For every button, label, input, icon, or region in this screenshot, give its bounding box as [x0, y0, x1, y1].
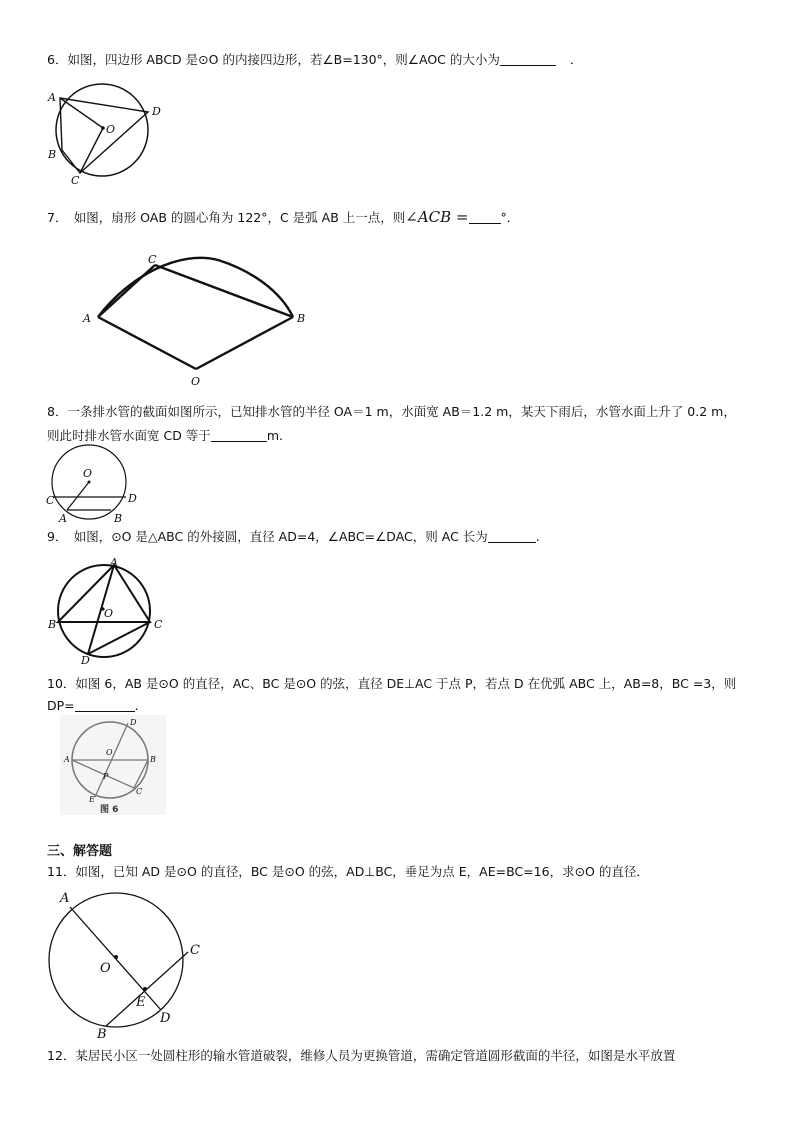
label-C: C	[46, 494, 55, 507]
question-10-tail: .	[134, 698, 139, 713]
question-12	[47, 1044, 747, 1068]
label-C: C	[136, 787, 143, 796]
label-B: B	[48, 618, 57, 631]
label-A: A	[60, 891, 70, 906]
answer-blank-6[interactable]	[500, 51, 556, 66]
figure-6-svg	[44, 88, 174, 188]
question-8-tail: m.	[266, 428, 283, 443]
label-D: D	[152, 105, 161, 118]
figure-8-svg	[44, 446, 144, 526]
figure-8	[44, 446, 144, 526]
label-C: C	[154, 618, 163, 631]
label-D: D	[160, 1011, 171, 1026]
label-B: B	[114, 512, 123, 525]
answer-blank-8[interactable]	[211, 427, 267, 442]
question-7-tail: °．	[500, 210, 520, 225]
figure-11-svg	[44, 890, 214, 1040]
label-O: O	[83, 467, 93, 480]
section-title: 三、解答题	[47, 844, 113, 859]
question-9-text: 9． 如图，⊙O 是△ABC 的外接圆，直径 AD=4，∠ABC=∠DAC，则 AC 长为	[47, 529, 488, 544]
question-7	[47, 205, 747, 230]
figure-9-svg	[48, 556, 168, 666]
question-6	[47, 48, 747, 72]
question-8-text: 8．一条排水管的截面如图所示，已知排水管的半径 OA＝1 m，水面宽 AB＝1.2 m，某天下雨后，水管水面上升了 0.2 m，则此时排水管水面宽 CD 等于	[47, 404, 736, 443]
label-B: B	[150, 755, 156, 764]
label-E: E	[136, 995, 146, 1010]
label-A: A	[110, 556, 118, 569]
label-O: O	[100, 961, 111, 976]
label-P: P	[103, 772, 109, 781]
answer-blank-7[interactable]	[469, 209, 501, 224]
figure-7-svg	[80, 235, 320, 395]
figure-10	[60, 715, 166, 815]
label-O: O	[106, 748, 113, 757]
label-A: A	[83, 312, 91, 325]
label-O: O	[191, 375, 201, 388]
label-A: A	[59, 512, 67, 525]
label-B: B	[97, 1027, 107, 1042]
label-A: A	[64, 755, 70, 764]
answer-blank-10[interactable]	[75, 697, 135, 712]
question-8	[47, 400, 747, 448]
label-A: A	[48, 91, 56, 104]
label-B: B	[297, 312, 306, 325]
question-7-math: ∠ACB =	[405, 208, 469, 226]
label-O: O	[106, 123, 116, 136]
question-11-text: 11．如图，已知 AD 是⊙O 的直径，BC 是⊙O 的弦，AD⊥BC，垂足为点 E，AE=BC=16，求⊙O 的直径．	[47, 864, 649, 879]
label-E: E	[89, 795, 95, 804]
question-6-tail: ．	[569, 52, 583, 67]
figure-9	[48, 556, 168, 666]
label-D: D	[128, 492, 137, 505]
figure-7	[80, 235, 320, 395]
question-10-text: 10．如图 6，AB 是⊙O 的直径，AC、BC 是⊙O 的弦，直径 DE⊥AC 于点 P，若点 D 在优弧 ABC 上，AB=8，BC =3，则 DP=	[47, 676, 737, 713]
label-D: D	[130, 718, 137, 727]
question-12-text: 12．某居民小区一处圆柱形的输水管道破裂，维修人员为更换管道，需确定管道圆形截面的半径，如图是水平放置	[47, 1048, 676, 1063]
label-C: C	[190, 943, 200, 958]
figure-10-svg	[60, 715, 166, 815]
label-O: O	[104, 607, 114, 620]
label-C: C	[71, 174, 80, 187]
question-10	[47, 673, 747, 717]
question-7-text: 7． 如图，扇形 OAB 的圆心角为 122°，C 是弧 AB 上一点，则	[47, 210, 406, 225]
question-9-tail: .	[535, 529, 540, 544]
question-11	[47, 860, 747, 884]
answer-blank-9[interactable]	[488, 528, 536, 543]
label-C: C	[148, 253, 157, 266]
label-D: D	[81, 654, 90, 667]
figure-11	[44, 890, 214, 1040]
question-6-text: 6．如图，四边形 ABCD 是⊙O 的内接四边形，若∠B=130°，则∠AOC 的大小为	[47, 52, 500, 67]
figure-10-caption: 图 6	[100, 805, 119, 815]
question-9	[47, 525, 747, 549]
figure-6	[44, 88, 174, 188]
label-B: B	[48, 148, 57, 161]
